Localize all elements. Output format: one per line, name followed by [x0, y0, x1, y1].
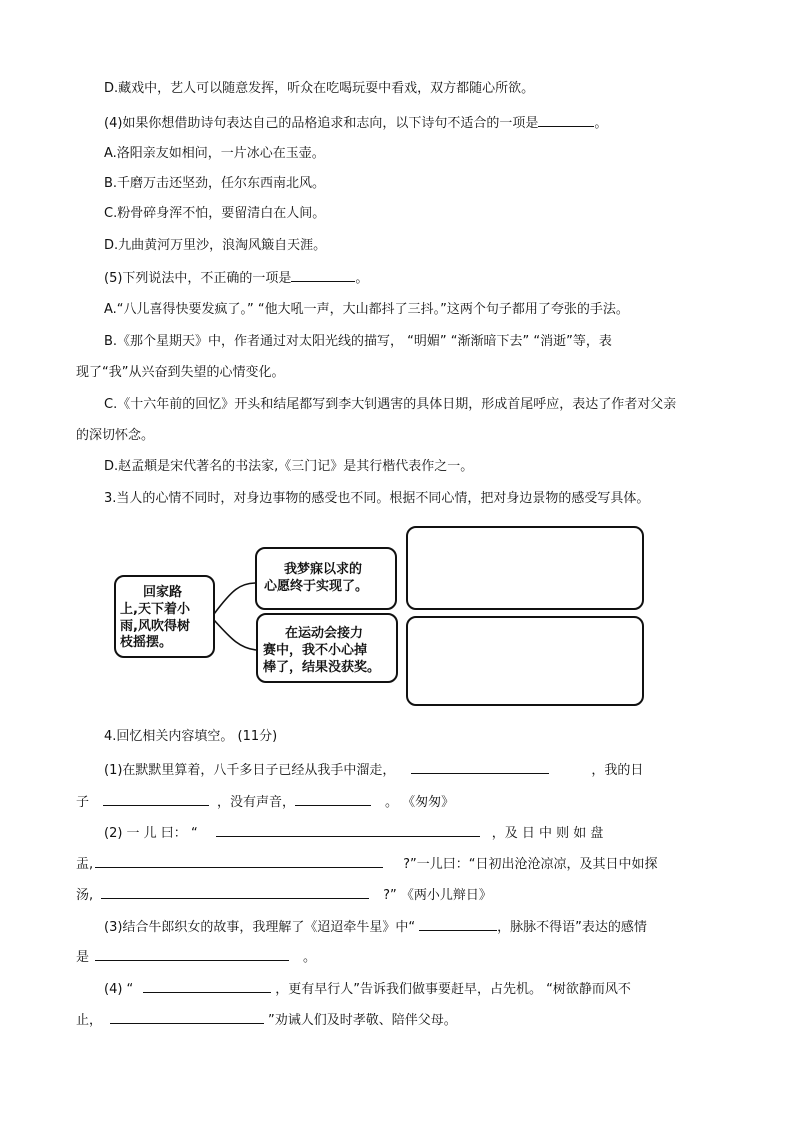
fill-4-line-1	[104, 979, 631, 999]
question-5-stem-end: 。	[355, 271, 369, 286]
fill-text: ，及 日 中 则 如 盘	[491, 826, 604, 841]
fill-2-line-2	[76, 854, 658, 874]
fill-text: ?” 《两小儿辩日》	[383, 888, 492, 903]
answer-blank[interactable]	[95, 947, 289, 961]
fill-text: ，脉脉不得语”表达的感情	[497, 920, 647, 935]
mood-sad-line-1: 在运动会接力	[285, 626, 364, 641]
scene-box	[114, 575, 215, 658]
option-d: D.赵孟頫是宋代著名的书法家,《三门记》是其行楷代表作之一。	[104, 459, 474, 474]
fill-1-line-1	[104, 760, 643, 780]
answer-blank[interactable]	[103, 792, 209, 806]
answer-blank[interactable]	[411, 760, 549, 774]
fill-text: 。 《匆匆》	[385, 795, 455, 810]
option-c: C.《十六年前的回忆》开头和结尾都写到李大钊遇害的具体日期，形成首尾呼应，表达了作者对父亲	[104, 397, 677, 412]
option-d: D.九曲黄河万里沙，浪淘风簸自天涯。	[104, 238, 327, 253]
fill-text: 是	[76, 950, 90, 965]
mood-sad-line-2: 赛中，我不小心掉	[263, 643, 368, 658]
question-4-title: 4.回忆相关内容填空。 (11分)	[104, 729, 278, 744]
scene-line-1: 回家路	[143, 585, 183, 600]
option-c: C.粉骨碎身浑不怕，要留清白在人间。	[104, 206, 326, 221]
answer-blank[interactable]	[95, 854, 383, 868]
fill-text: 盂,	[76, 857, 94, 872]
question-4-stem-text: (4)如果你想借助诗句表达自己的品格追求和志向，以下诗句不适合的一项是	[104, 116, 539, 131]
fill-2-line-3	[76, 885, 492, 905]
fill-text: (2) 一 儿 曰： “	[104, 826, 198, 841]
fill-2-line-1	[104, 823, 603, 843]
fill-text: ，我的日	[591, 763, 644, 778]
fill-text: ?”一儿曰：“日初出沧沧凉凉，及其日中如探	[403, 857, 658, 872]
fill-text: 子	[76, 795, 90, 810]
mood-sad-line-3: 棒了，结果没获奖。	[263, 660, 381, 675]
fill-text: (1)在默默里算着，八千多日子已经从我手中溜走，	[104, 763, 396, 778]
fill-text: ，没有声音，	[217, 795, 296, 810]
question-4-stem-end: 。	[594, 116, 608, 131]
fill-text: 止，	[76, 1013, 103, 1028]
option-b: B.千磨万击还坚劲，任尔东西南北风。	[104, 176, 326, 191]
scene-line-2: 上,天下着小	[120, 602, 190, 617]
option-a: A.“八儿喜得快要发疯了。” “他大吼一声，大山都抖了三抖。”这两个句子都用了夸张的手法。	[104, 302, 629, 317]
fill-text: (4) “	[104, 982, 134, 997]
mood-happy-line-1: 我梦寐以求的	[284, 562, 363, 577]
answer-box-sad[interactable]	[406, 616, 644, 706]
fill-text: 汤,	[76, 888, 94, 903]
question-3-stem: 3.当人的心情不同时，对身边事物的感受也不同。根据不同心情，把对身边景物的感受写具体。	[104, 491, 650, 506]
fill-text: (3)结合牛郎织女的故事，我理解了《迢迢牵牛星》中“	[104, 920, 416, 935]
scene-line-4: 枝摇摆。	[120, 635, 173, 650]
mood-happy-line-2: 心愿终于实现了。	[264, 579, 369, 594]
answer-blank[interactable]	[110, 1010, 264, 1024]
answer-blank[interactable]	[101, 885, 369, 899]
fill-1-line-2	[76, 792, 454, 812]
scene-line-3: 雨,风吹得树	[120, 619, 190, 634]
fill-text: ”劝诫人们及时孝敬、陪伴父母。	[268, 1013, 457, 1028]
mood-box-sad	[256, 613, 398, 683]
mood-box-happy	[255, 547, 397, 610]
answer-blank[interactable]	[143, 979, 271, 993]
fill-text: 。	[303, 950, 317, 965]
answer-blank[interactable]	[216, 823, 480, 837]
answer-box-happy[interactable]	[406, 526, 644, 610]
option-b: B.《那个星期天》中，作者通过对太阳光线的描写， “明媚” “渐渐暗下去” “消逝”等，表	[104, 334, 612, 349]
option-d-previous: D.藏戏中，艺人可以随意发挥，听众在吃喝玩耍中看戏，双方都随心所欲。	[104, 81, 535, 96]
option-a: A.洛阳亲友如相问，一片冰心在玉壶。	[104, 146, 325, 161]
answer-blank[interactable]	[295, 792, 371, 806]
fill-4-line-2	[76, 1010, 457, 1030]
question-5-stem-text: (5)下列说法中，不正确的一项是	[104, 271, 292, 286]
answer-blank[interactable]	[419, 917, 497, 931]
fill-3-line-2	[76, 947, 316, 967]
option-b-continued: 现了“我”从兴奋到失望的心情变化。	[76, 365, 285, 380]
option-c-continued: 的深切怀念。	[76, 428, 155, 443]
fill-3-line-1	[104, 917, 647, 937]
fill-text: ，更有早行人”告诉我们做事要赶早，占先机。 “树欲静而风不	[275, 982, 631, 997]
